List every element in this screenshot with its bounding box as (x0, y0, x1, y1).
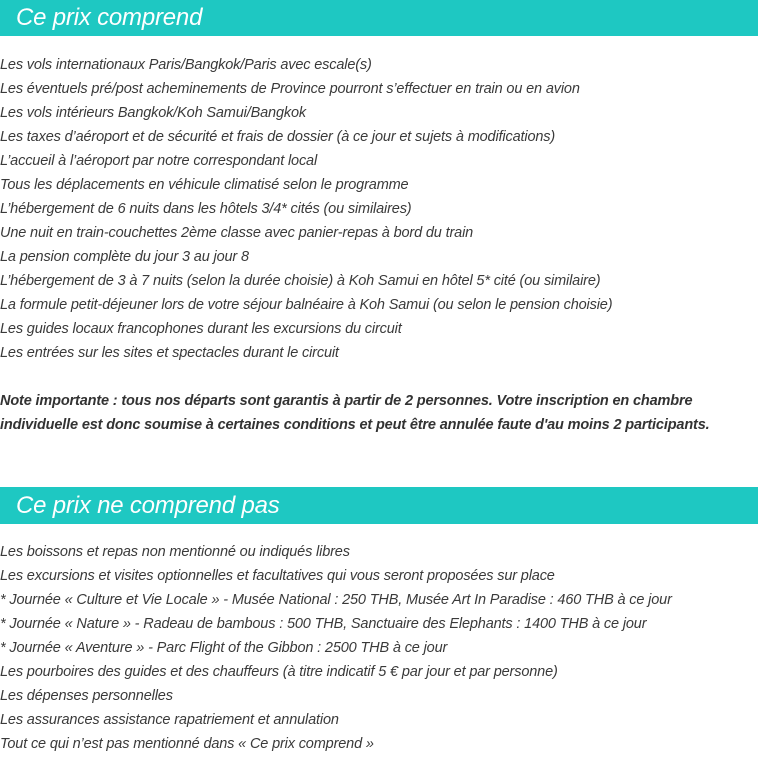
included-list (0, 53, 758, 365)
list-item: L’hébergement de 3 à 7 nuits (selon la durée choisie) à Koh Samui en hôtel 5* cité (ou similaire) (0, 273, 601, 289)
list-item: Tout ce qui n’est pas mentionné dans « Ce prix comprend » (0, 736, 374, 752)
included-section-title: Ce prix comprend (0, 0, 758, 36)
excluded-section-title: Ce prix ne comprend pas (0, 487, 758, 524)
list-item: * Journée « Culture et Vie Locale » - Musée National : 250 THB, Musée Art In Paradise : 460 THB à ce jour (0, 592, 672, 608)
excluded-list (0, 540, 758, 756)
list-item: Les taxes d’aéroport et de sécurité et frais de dossier (à ce jour et sujets à modifications) (0, 129, 556, 145)
list-item: Les excursions et visites optionnelles et facultatives qui vous seront proposées sur place (0, 568, 555, 584)
list-item: Les entrées sur les sites et spectacles durant le circuit (0, 345, 339, 361)
list-item: La formule petit-déjeuner lors de votre séjour balnéaire à Koh Samui (ou selon le pension choisie) (0, 297, 613, 313)
list-item: Tous les déplacements en véhicule climatisé selon le programme (0, 177, 409, 193)
list-item: Les éventuels pré/post acheminements de Province pourront s’effectuer en train ou en avion (0, 81, 580, 97)
list-item: Les vols intérieurs Bangkok/Koh Samui/Bangkok (0, 105, 306, 121)
list-item: Une nuit en train-couchettes 2ème classe avec panier-repas à bord du train (0, 225, 474, 241)
list-item: L’accueil à l’aéroport par notre correspondant local (0, 153, 318, 169)
list-item: * Journée « Aventure » - Parc Flight of the Gibbon : 2500 THB à ce jour (0, 640, 448, 656)
list-item: Les boissons et repas non mentionné ou indiqués libres (0, 544, 350, 560)
list-item: Les assurances assistance rapatriement et annulation (0, 712, 339, 728)
important-note-line-2: individuelle est donc soumise à certaines conditions et peut être annulée faute d'au moins 2 participants. (0, 417, 710, 433)
list-item: Les vols internationaux Paris/Bangkok/Paris avec escale(s) (0, 57, 372, 73)
list-item: Les guides locaux francophones durant les excursions du circuit (0, 321, 402, 337)
list-item: Les pourboires des guides et des chauffeurs (à titre indicatif 5 € par jour et par personne) (0, 664, 558, 680)
list-item: La pension complète du jour 3 au jour 8 (0, 249, 249, 265)
list-item: Les dépenses personnelles (0, 688, 173, 704)
important-note-line-1: Note importante : tous nos départs sont garantis à partir de 2 personnes. Votre inscription en chambre (0, 393, 693, 409)
important-note (0, 389, 740, 437)
list-item: * Journée « Nature » - Radeau de bambous : 500 THB, Sanctuaire des Elephants : 1400 THB à ce jour (0, 616, 647, 632)
list-item: L’hébergement de 6 nuits dans les hôtels 3/4* cités (ou similaires) (0, 201, 412, 217)
